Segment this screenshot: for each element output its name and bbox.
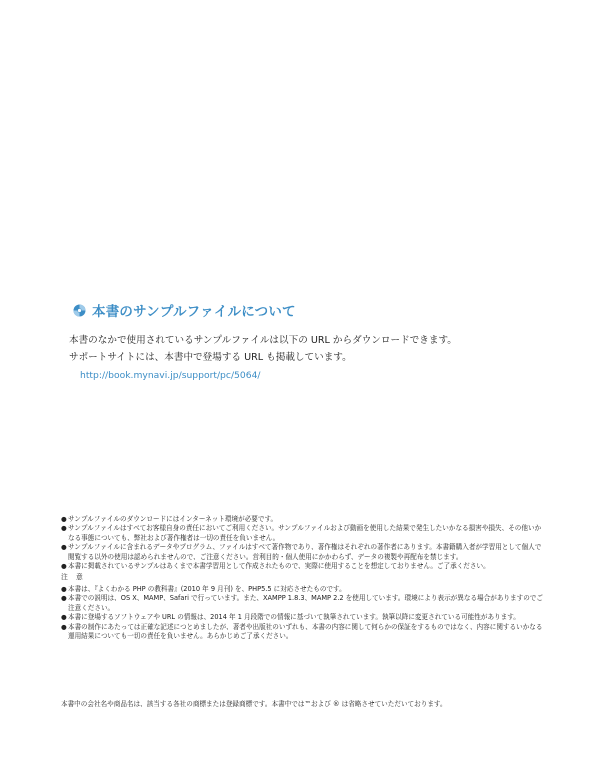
note-item <box>61 524 543 543</box>
bullet-icon: ● <box>61 562 67 571</box>
caution-text: 本書での説明は、OS X、MAMP、Safari で行っています。また、XAMPP 1.8.3、MAMP 2.2 を使用しています。環境により表示が異なる場合がありますのでご注意ください。 <box>68 594 543 612</box>
bullet-icon: ● <box>61 585 67 593</box>
note-text: サンプルファイルに含まれるデータやプログラム、ファイルはすべて著作物であり、著作権はそれぞれの著作者にあります。本書籍購入者が学習用として個人で閲覧する以外の使用は認められませんので、ご注意ください。営利目的・個人使用にかかわらず、データの複製や再配布を禁じます。 <box>68 543 542 561</box>
caution-text: 本書に登場するソフトウェアや URL の情報は、2014 年 1 月段階での情報に基づいて執筆されています。執筆以降に変更されている可能性があります。 <box>68 613 520 622</box>
note-text: サンプルファイルはすべてお客様自身の責任においてご利用ください。サンプルファイルおよび動画を使用した結果で発生したいかなる損害や損失、その他いかなる事態についても、弊社および著作権者は一切の責任を負いません。 <box>68 524 542 542</box>
intro-text-line-2: サポートサイトには、本書中で登場する URL も掲載しています。 <box>69 352 352 363</box>
caution-text: 本書は、『よくわかる PHP の教科書』(2010 年 9 月刊) を、PHP5.5 に対応させたものです。 <box>68 585 346 593</box>
note-text: サンプルファイルのダウンロードにはインターネット環境が必要です。 <box>68 515 278 523</box>
bullet-icon: ● <box>61 613 67 622</box>
caution-item <box>61 594 543 613</box>
caution-item <box>61 623 543 642</box>
caution-text: 本書の制作にあたっては正確な記述につとめましたが、著者や出版社のいずれも、本書の内容に関して何らかの保証をするものではなく、内容に関するいかなる運用結果についても一切の責任を負いません。あらかじめご了承ください。 <box>68 622 543 641</box>
note-item <box>61 562 543 571</box>
sample-file-notes <box>61 515 543 571</box>
section-heading <box>73 300 296 320</box>
bullet-icon: ● <box>61 594 67 603</box>
trademark-notice: 本書中の会社名や商品名は、該当する各社の商標または登録商標です。本書中では™および ® は省略させていただいております。 <box>61 700 447 708</box>
caution-notes <box>61 585 543 641</box>
caution-heading: 注 意 <box>61 573 86 581</box>
cd-disc-icon <box>73 304 86 317</box>
bullet-icon: ● <box>61 543 67 552</box>
bullet-icon: ● <box>61 515 67 523</box>
bullet-icon: ● <box>61 622 67 631</box>
intro-text-line-1: 本書のなかで使用されているサンプルファイルは以下の URL からダウンロードできます。 <box>69 335 457 346</box>
note-item <box>61 515 543 524</box>
note-item <box>61 543 543 562</box>
section-title: 本書のサンプルファイルについて <box>92 304 296 320</box>
note-text: 本書に掲載されているサンプルはあくまで本書学習用として作成されたもので、実際に使用することを想定しておりません。ご了承ください。 <box>68 562 490 571</box>
download-url-link[interactable]: http://book.mynavi.jp/support/pc/5064/ <box>80 370 261 381</box>
bullet-icon: ● <box>61 524 67 533</box>
caution-item <box>61 585 543 594</box>
caution-item <box>61 613 543 622</box>
